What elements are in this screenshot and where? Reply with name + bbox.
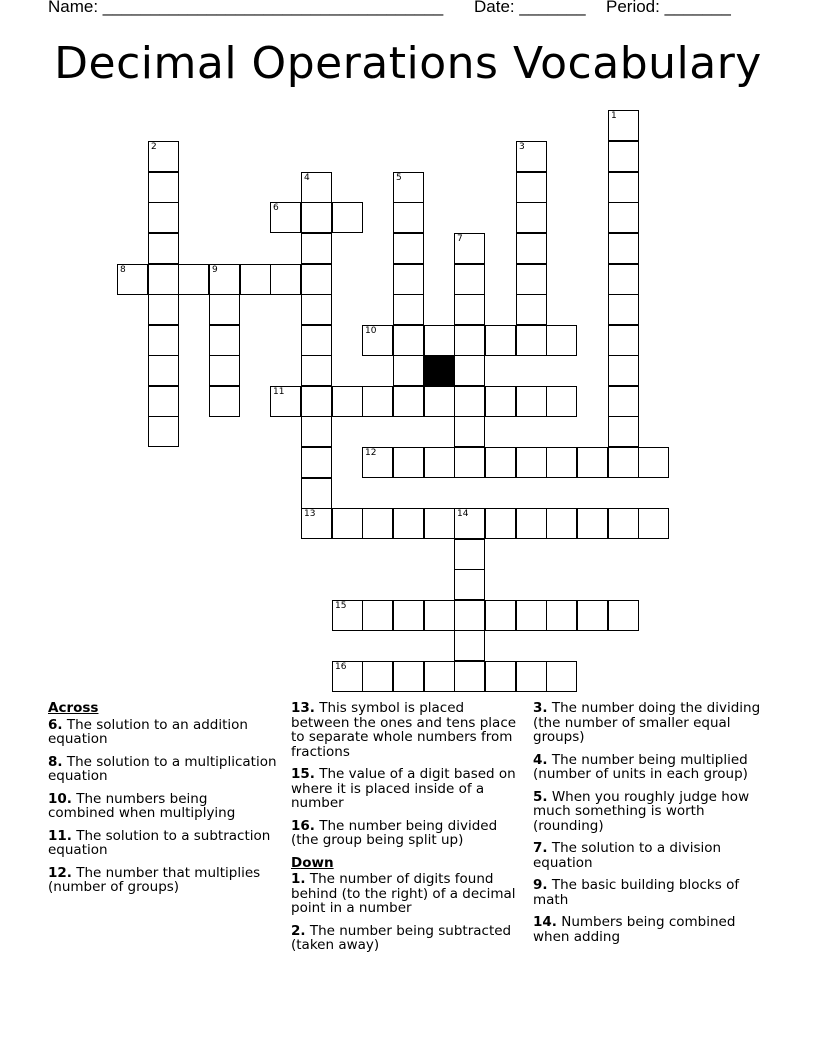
- grid-cell[interactable]: [454, 569, 485, 600]
- grid-cell[interactable]: [485, 508, 516, 539]
- grid-cell[interactable]: [301, 172, 332, 203]
- clue-number: 5.: [533, 788, 548, 805]
- grid-cell[interactable]: [148, 172, 179, 203]
- clue-number: 6.: [48, 716, 63, 733]
- clue-across-8: [48, 755, 278, 784]
- clue-number: 2.: [291, 922, 306, 939]
- clue-number-label: 14: [457, 509, 469, 519]
- clue-number: 9.: [533, 877, 548, 893]
- grid-cell[interactable]: [454, 355, 485, 386]
- clue-across-6: [48, 718, 278, 747]
- clue-down-4: [533, 753, 765, 782]
- grid-cell[interactable]: [454, 386, 485, 417]
- grid-cell[interactable]: [546, 325, 577, 356]
- grid-cell[interactable]: [270, 264, 301, 295]
- grid-cell[interactable]: [362, 447, 393, 478]
- grid-cell[interactable]: [332, 600, 363, 631]
- grid-cell[interactable]: [516, 386, 547, 417]
- grid-cell[interactable]: [424, 447, 455, 478]
- grid-cell[interactable]: [148, 202, 179, 233]
- clue-text: The number being multiplied (number of units in each group): [533, 751, 748, 782]
- grid-cell[interactable]: [362, 508, 393, 539]
- grid-cell[interactable]: [638, 447, 669, 478]
- grid-cell[interactable]: [178, 264, 209, 295]
- grid-cell[interactable]: [485, 600, 516, 631]
- grid-cell[interactable]: [393, 661, 424, 692]
- grid-cell[interactable]: [454, 233, 485, 264]
- clue-down-9: [533, 878, 765, 907]
- grid-cell[interactable]: [332, 661, 363, 692]
- grid-cell[interactable]: [148, 416, 179, 447]
- grid-cell[interactable]: [454, 294, 485, 325]
- grid-cell[interactable]: [332, 508, 363, 539]
- grid-cell[interactable]: [608, 508, 639, 539]
- grid-cell[interactable]: [301, 416, 332, 447]
- clue-number: 14.: [533, 914, 557, 930]
- grid-cell[interactable]: [424, 325, 455, 356]
- clue-number-label: 8: [120, 265, 126, 275]
- grid-cell[interactable]: [301, 355, 332, 386]
- grid-cell[interactable]: [516, 294, 547, 325]
- grid-cell[interactable]: [270, 386, 301, 417]
- grid-cell[interactable]: [148, 264, 179, 295]
- grid-cell[interactable]: [516, 202, 547, 233]
- clue-text: The value of a digit based on where it is placed inside of a number: [291, 766, 516, 811]
- grid-cell[interactable]: [516, 661, 547, 692]
- grid-cell[interactable]: [148, 141, 179, 172]
- clue-number: 1.: [291, 871, 306, 887]
- grid-cell[interactable]: [393, 600, 424, 631]
- grid-cell[interactable]: [454, 630, 485, 661]
- clue-column-3: [533, 701, 765, 952]
- grid-cell[interactable]: [454, 508, 485, 539]
- grid-cell[interactable]: [393, 508, 424, 539]
- grid-cell[interactable]: [577, 447, 608, 478]
- clue-across-11: [48, 829, 278, 858]
- grid-cell[interactable]: [577, 600, 608, 631]
- clue-down-14: [533, 915, 765, 944]
- grid-cell[interactable]: [608, 294, 639, 325]
- grid-cell[interactable]: [332, 386, 363, 417]
- clue-text: The number of digits found behind (to the right) of a decimal point in a number: [291, 871, 516, 916]
- grid-cell[interactable]: [424, 386, 455, 417]
- grid-cell[interactable]: [485, 386, 516, 417]
- grid-cell[interactable]: [608, 202, 639, 233]
- grid-cell[interactable]: [516, 447, 547, 478]
- clue-number-label: 10: [365, 326, 377, 336]
- clue-column-1: [48, 701, 278, 903]
- grid-cell[interactable]: [608, 141, 639, 172]
- clue-number-label: 11: [273, 387, 285, 397]
- clue-text: The basic building blocks of math: [533, 877, 740, 908]
- grid-cell[interactable]: [301, 508, 332, 539]
- clue-number-label: 13: [304, 509, 316, 519]
- grid-cell[interactable]: [638, 508, 669, 539]
- clue-text: This symbol is placed between the ones and tens place to separate whole numbers from fractions: [291, 700, 517, 760]
- grid-cell[interactable]: [454, 325, 485, 356]
- clue-down-3: [533, 701, 765, 745]
- grid-cell[interactable]: [209, 294, 240, 325]
- clue-down-1: [291, 872, 523, 916]
- period-field[interactable]: Period: _______: [606, 0, 731, 16]
- date-field[interactable]: Date: _______: [474, 0, 586, 16]
- clue-across-10: [48, 792, 278, 821]
- grid-cell[interactable]: [270, 202, 301, 233]
- grid-cell[interactable]: [240, 264, 271, 295]
- clue-text: The numbers being combined when multiplying: [48, 790, 236, 821]
- clue-number: 4.: [533, 751, 548, 768]
- grid-cell[interactable]: [608, 110, 639, 141]
- grid-cell[interactable]: [485, 447, 516, 478]
- across-heading: Across: [48, 700, 99, 716]
- grid-cell[interactable]: [454, 539, 485, 570]
- clue-number: 8.: [48, 753, 63, 770]
- clue-column-2: [291, 701, 523, 961]
- grid-cell[interactable]: [516, 508, 547, 539]
- grid-cell[interactable]: [424, 600, 455, 631]
- clue-text: The number that multiplies (number of groups): [48, 864, 261, 895]
- clue-number-label: 4: [304, 173, 310, 183]
- clue-number-label: 3: [519, 142, 525, 152]
- grid-cell[interactable]: [454, 447, 485, 478]
- grid-cell[interactable]: [485, 661, 516, 692]
- grid-cell[interactable]: [608, 386, 639, 417]
- grid-cell[interactable]: [393, 233, 424, 264]
- clue-number-label: 1: [611, 111, 617, 121]
- grid-cell[interactable]: [393, 325, 424, 356]
- grid-cell[interactable]: [148, 386, 179, 417]
- grid-cell[interactable]: [516, 600, 547, 631]
- grid-cell[interactable]: [546, 600, 577, 631]
- grid-cell[interactable]: [148, 233, 179, 264]
- grid-cell[interactable]: [393, 447, 424, 478]
- grid-cell[interactable]: [393, 202, 424, 233]
- clue-across-16: [291, 819, 523, 848]
- clue-number: 12.: [48, 864, 72, 881]
- clue-number-label: 16: [335, 662, 347, 672]
- grid-cell[interactable]: [516, 172, 547, 203]
- grid-cell[interactable]: [301, 447, 332, 478]
- grid-cell[interactable]: [393, 264, 424, 295]
- grid-cell[interactable]: [301, 294, 332, 325]
- grid-cell[interactable]: [454, 600, 485, 631]
- grid-cell[interactable]: [608, 600, 639, 631]
- clue-text: The number being divided (the group being split up): [291, 817, 498, 848]
- grid-cell[interactable]: [209, 264, 240, 295]
- grid-cell[interactable]: [117, 264, 148, 295]
- clue-text: The solution to a multiplication equation: [48, 753, 277, 784]
- grid-cell[interactable]: [332, 202, 363, 233]
- grid-cell[interactable]: [301, 478, 332, 509]
- clue-text: The number being subtracted (taken away): [291, 922, 512, 953]
- grid-cell[interactable]: [301, 264, 332, 295]
- grid-cell[interactable]: [546, 447, 577, 478]
- grid-cell[interactable]: [516, 264, 547, 295]
- black-cell: [424, 355, 455, 386]
- grid-cell[interactable]: [546, 508, 577, 539]
- clue-number: 10.: [48, 790, 72, 807]
- clue-number: 7.: [533, 840, 548, 856]
- grid-cell[interactable]: [454, 661, 485, 692]
- grid-cell[interactable]: [546, 386, 577, 417]
- grid-cell[interactable]: [301, 202, 332, 233]
- clue-text: The solution to a subtraction equation: [48, 827, 271, 858]
- clue-number-label: 9: [212, 265, 218, 275]
- clue-number-label: 5: [396, 173, 402, 183]
- grid-cell[interactable]: [362, 386, 393, 417]
- grid-cell[interactable]: [424, 508, 455, 539]
- grid-cell[interactable]: [362, 600, 393, 631]
- grid-cell[interactable]: [454, 264, 485, 295]
- clue-down-2: [291, 924, 523, 953]
- grid-cell[interactable]: [608, 447, 639, 478]
- clue-text: The number doing the dividing (the number of smaller equal groups): [533, 700, 761, 745]
- grid-cell[interactable]: [148, 355, 179, 386]
- grid-cell[interactable]: [393, 172, 424, 203]
- clue-across-12: [48, 866, 278, 895]
- grid-cell[interactable]: [485, 325, 516, 356]
- clue-text: Numbers being combined when adding: [533, 914, 736, 945]
- clue-text: The solution to an addition equation: [48, 716, 248, 747]
- grid-cell[interactable]: [424, 661, 455, 692]
- clue-number-label: 6: [273, 203, 279, 213]
- grid-cell[interactable]: [209, 325, 240, 356]
- grid-cell[interactable]: [362, 325, 393, 356]
- grid-cell[interactable]: [209, 386, 240, 417]
- grid-cell[interactable]: [516, 141, 547, 172]
- clue-number: 15.: [291, 766, 315, 782]
- grid-cell[interactable]: [608, 355, 639, 386]
- clue-text: When you roughly judge how much something is worth (rounding): [533, 788, 750, 834]
- clue-number-label: 15: [335, 601, 347, 611]
- grid-cell[interactable]: [393, 355, 424, 386]
- clue-text: The solution to a division equation: [533, 840, 722, 871]
- clue-number: 13.: [291, 700, 315, 716]
- clue-across-13: [291, 701, 523, 759]
- clue-down-5: [533, 790, 765, 834]
- name-field[interactable]: Name: ____________________________________: [48, 0, 444, 16]
- grid-cell[interactable]: [608, 233, 639, 264]
- down-heading: Down: [291, 854, 334, 871]
- page-title: Decimal Operations Vocabulary: [54, 38, 762, 89]
- clue-number: 11.: [48, 827, 72, 844]
- clue-number-label: 7: [457, 234, 463, 244]
- grid-cell[interactable]: [454, 416, 485, 447]
- grid-cell[interactable]: [209, 355, 240, 386]
- clue-across-15: [291, 767, 523, 811]
- grid-cell[interactable]: [608, 416, 639, 447]
- grid-cell[interactable]: [577, 508, 608, 539]
- grid-cell[interactable]: [393, 294, 424, 325]
- clue-down-7: [533, 841, 765, 870]
- grid-cell[interactable]: [393, 386, 424, 417]
- grid-cell[interactable]: [608, 264, 639, 295]
- grid-cell[interactable]: [301, 325, 332, 356]
- clue-number-label: 2: [151, 142, 157, 152]
- grid-cell[interactable]: [608, 172, 639, 203]
- grid-cell[interactable]: [148, 294, 179, 325]
- grid-cell[interactable]: [301, 233, 332, 264]
- grid-cell[interactable]: [546, 661, 577, 692]
- clue-number-label: 12: [365, 448, 377, 458]
- grid-cell[interactable]: [516, 325, 547, 356]
- clue-number: 16.: [291, 817, 315, 834]
- grid-cell[interactable]: [608, 325, 639, 356]
- grid-cell[interactable]: [516, 233, 547, 264]
- clue-number: 3.: [533, 700, 548, 716]
- grid-cell[interactable]: [148, 325, 179, 356]
- grid-cell[interactable]: [301, 386, 332, 417]
- grid-cell[interactable]: [362, 661, 393, 692]
